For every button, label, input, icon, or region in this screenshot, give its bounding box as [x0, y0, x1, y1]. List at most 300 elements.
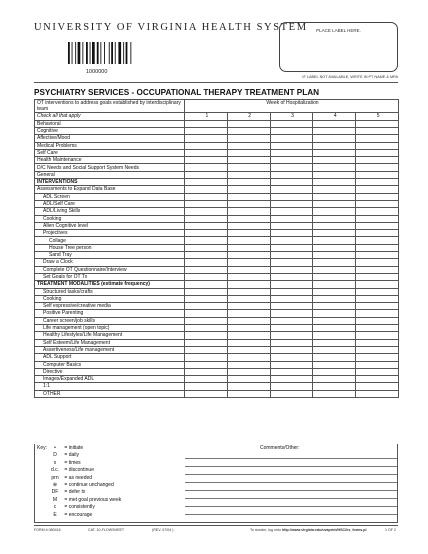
label-box-title: PLACE LABEL HERE.	[316, 28, 361, 33]
week-cell[interactable]	[313, 354, 356, 361]
week-cell[interactable]	[227, 186, 270, 193]
week-cell[interactable]	[185, 368, 228, 375]
row-label: ADL Support	[35, 354, 185, 361]
week-cell[interactable]	[270, 149, 313, 156]
week-cell[interactable]	[356, 295, 399, 302]
week-cell[interactable]	[270, 244, 313, 251]
patient-label-box[interactable]	[279, 22, 398, 72]
legend-symbol: E	[53, 511, 57, 518]
comment-line[interactable]	[185, 482, 397, 483]
week-cell[interactable]	[356, 200, 399, 207]
legend-item	[37, 452, 121, 459]
table-row	[35, 230, 399, 237]
table-row	[35, 193, 399, 200]
row-label: Cognitive	[35, 128, 185, 135]
legend-symbol: x	[53, 459, 57, 466]
week-cell[interactable]	[185, 354, 228, 361]
week-cell[interactable]	[227, 252, 270, 259]
week-cell[interactable]	[185, 157, 228, 164]
week-cell[interactable]	[356, 376, 399, 383]
table-row	[35, 157, 399, 164]
row-label: Directive	[35, 368, 185, 375]
week-cell[interactable]	[356, 193, 399, 200]
form-revision: (REV. 07/04 )	[152, 528, 174, 532]
week-cell[interactable]	[185, 135, 228, 142]
week-cell[interactable]	[227, 142, 270, 149]
week-cell[interactable]	[227, 339, 270, 346]
week-cell[interactable]	[270, 346, 313, 353]
week-cell[interactable]	[227, 208, 270, 215]
week-cell[interactable]	[185, 281, 228, 288]
week-cell[interactable]	[313, 266, 356, 273]
row-label: Cooking	[35, 215, 185, 222]
week-cell[interactable]	[185, 149, 228, 156]
week-cell[interactable]	[185, 244, 228, 251]
comment-line[interactable]	[185, 498, 397, 499]
week-cell[interactable]	[313, 135, 356, 142]
week-cell[interactable]	[356, 208, 399, 215]
week-cell[interactable]	[356, 259, 399, 266]
week-cell[interactable]	[270, 208, 313, 215]
row-label: Self Care	[35, 149, 185, 156]
week-header: Week of Hospitalization	[185, 100, 399, 113]
week-cell[interactable]	[227, 281, 270, 288]
week-cell[interactable]	[185, 332, 228, 339]
week-cell[interactable]	[270, 390, 313, 397]
week-cell[interactable]	[313, 390, 356, 397]
week-cell[interactable]	[270, 259, 313, 266]
week-cell[interactable]	[270, 288, 313, 295]
week-cell[interactable]	[270, 164, 313, 171]
divider-top	[34, 82, 398, 83]
week-cell[interactable]	[313, 325, 356, 332]
table-row	[35, 325, 399, 332]
week-cell[interactable]	[227, 215, 270, 222]
table-row	[35, 135, 399, 142]
legend-key-label: Key:	[37, 445, 48, 451]
week-cell[interactable]	[227, 128, 270, 135]
week-cell[interactable]	[227, 368, 270, 375]
week-cell[interactable]	[185, 273, 228, 280]
table-row	[35, 310, 399, 317]
week-cell[interactable]	[356, 361, 399, 368]
row-label: ADL Screen	[35, 193, 185, 200]
legend-symbol: prn	[51, 474, 59, 481]
week-cell[interactable]	[227, 361, 270, 368]
week-col-4: 4	[313, 113, 356, 120]
week-cell[interactable]	[356, 157, 399, 164]
week-cell[interactable]	[227, 193, 270, 200]
comment-line[interactable]	[185, 458, 397, 459]
week-cell[interactable]	[227, 157, 270, 164]
legend-symbol: •	[54, 445, 56, 451]
week-cell[interactable]	[270, 354, 313, 361]
week-cell[interactable]	[313, 157, 356, 164]
week-cell[interactable]	[356, 244, 399, 251]
table-row	[35, 295, 399, 302]
row-label: Assertiveness/Life management	[35, 346, 185, 353]
week-cell[interactable]	[313, 222, 356, 229]
week-cell[interactable]	[356, 354, 399, 361]
legend-area	[34, 444, 398, 523]
week-cell[interactable]	[185, 252, 228, 259]
week-cell[interactable]	[227, 171, 270, 178]
week-cell[interactable]	[185, 208, 228, 215]
week-cell[interactable]	[356, 135, 399, 142]
row-label: Positive Parenting	[35, 310, 185, 317]
week-cell[interactable]	[356, 310, 399, 317]
week-cell[interactable]	[227, 310, 270, 317]
week-cell[interactable]	[356, 281, 399, 288]
week-cell[interactable]	[185, 376, 228, 383]
legend-meaning: = discontinue	[64, 467, 94, 474]
legend-meaning: = met goal previous week	[64, 496, 122, 503]
week-cell[interactable]	[313, 128, 356, 135]
week-cell[interactable]	[185, 128, 228, 135]
table-row	[35, 383, 399, 390]
week-cell[interactable]	[227, 354, 270, 361]
week-cell[interactable]	[185, 325, 228, 332]
week-cell[interactable]	[270, 222, 313, 229]
week-cell[interactable]	[356, 142, 399, 149]
week-cell[interactable]	[270, 325, 313, 332]
week-cell[interactable]	[356, 164, 399, 171]
table-row	[35, 339, 399, 346]
week-cell[interactable]	[227, 346, 270, 353]
week-cell[interactable]	[227, 317, 270, 324]
form-number: FORM # 080416	[34, 528, 61, 532]
table-row	[35, 186, 399, 193]
row-label: Images/Expanded ADL	[35, 376, 185, 383]
comment-line[interactable]	[185, 466, 397, 467]
week-cell[interactable]	[227, 237, 270, 244]
row-label: Set Goals for OT Tx	[35, 273, 185, 280]
week-cell[interactable]	[270, 157, 313, 164]
week-cell[interactable]	[270, 383, 313, 390]
week-cell[interactable]	[313, 149, 356, 156]
week-cell[interactable]	[185, 120, 228, 127]
table-row	[35, 361, 399, 368]
week-cell[interactable]	[313, 281, 356, 288]
week-cell[interactable]	[270, 332, 313, 339]
legend-item	[37, 467, 121, 474]
comment-line[interactable]	[185, 474, 397, 475]
week-cell[interactable]	[356, 368, 399, 375]
week-cell[interactable]	[356, 230, 399, 237]
legend-meaning: = as needed	[64, 474, 93, 481]
check-all-label: Check all that apply	[35, 113, 185, 120]
row-label: Life management (open topic)	[35, 325, 185, 332]
week-cell[interactable]	[313, 332, 356, 339]
week-cell[interactable]	[227, 200, 270, 207]
week-cell[interactable]	[227, 244, 270, 251]
week-cell[interactable]	[356, 215, 399, 222]
barcode-image	[68, 42, 134, 64]
week-cell[interactable]	[270, 142, 313, 149]
week-cell[interactable]	[313, 142, 356, 149]
week-cell[interactable]	[356, 222, 399, 229]
week-cell[interactable]	[227, 383, 270, 390]
row-label: Computer Basics	[35, 361, 185, 368]
week-cell[interactable]	[270, 237, 313, 244]
table-row	[35, 237, 399, 244]
week-cell[interactable]	[270, 361, 313, 368]
week-cell[interactable]	[227, 273, 270, 280]
week-cell[interactable]	[313, 310, 356, 317]
week-cell[interactable]	[270, 368, 313, 375]
row-label: Medical Problems	[35, 142, 185, 149]
week-cell[interactable]	[270, 200, 313, 207]
week-cell[interactable]	[185, 200, 228, 207]
table-row	[35, 200, 399, 207]
week-cell[interactable]	[356, 237, 399, 244]
week-cell[interactable]	[313, 317, 356, 324]
week-cell[interactable]	[227, 120, 270, 127]
week-cell[interactable]	[313, 237, 356, 244]
row-label: Cooking	[35, 295, 185, 302]
legend-item	[37, 489, 121, 496]
comment-line[interactable]	[185, 506, 397, 507]
week-cell[interactable]	[313, 230, 356, 237]
week-cell[interactable]	[270, 266, 313, 273]
week-cell[interactable]	[185, 346, 228, 353]
week-cell[interactable]	[185, 222, 228, 229]
week-cell[interactable]	[185, 237, 228, 244]
week-cell[interactable]	[185, 230, 228, 237]
week-cell[interactable]	[313, 215, 356, 222]
week-col-5: 5	[356, 113, 399, 120]
row-label: Self Esteem/Life Management	[35, 339, 185, 346]
week-cell[interactable]	[313, 252, 356, 259]
legend-item	[37, 445, 121, 452]
week-cell[interactable]	[270, 120, 313, 127]
week-cell[interactable]	[185, 288, 228, 295]
week-cell[interactable]	[313, 208, 356, 215]
week-cell[interactable]	[356, 390, 399, 397]
week-cell[interactable]	[356, 186, 399, 193]
legend-item	[37, 482, 121, 489]
table-row	[35, 288, 399, 295]
week-cell[interactable]	[313, 368, 356, 375]
week-cell[interactable]	[227, 149, 270, 156]
week-cell[interactable]	[313, 186, 356, 193]
week-cell[interactable]	[227, 259, 270, 266]
comment-line[interactable]	[185, 514, 397, 515]
week-cell[interactable]	[227, 135, 270, 142]
week-cell[interactable]	[185, 164, 228, 171]
week-cell[interactable]	[185, 215, 228, 222]
legend-symbol: d.c.	[50, 467, 60, 474]
week-cell[interactable]	[227, 266, 270, 273]
table-row	[35, 252, 399, 259]
row-label: Healthy Lifestyles/Life Management	[35, 332, 185, 339]
table-row	[35, 259, 399, 266]
week-cell[interactable]	[313, 171, 356, 178]
week-cell[interactable]	[270, 281, 313, 288]
week-cell[interactable]	[313, 288, 356, 295]
week-cell[interactable]	[313, 376, 356, 383]
week-cell[interactable]	[227, 332, 270, 339]
week-cell[interactable]	[356, 171, 399, 178]
week-cell[interactable]	[270, 171, 313, 178]
week-cell[interactable]	[313, 244, 356, 251]
week-cell[interactable]	[270, 230, 313, 237]
form-category: CAT. 10-FLOWSHEET	[88, 528, 125, 532]
week-cell[interactable]	[270, 193, 313, 200]
week-cell[interactable]	[185, 317, 228, 324]
row-label: Sand Tray	[35, 252, 185, 259]
row-label: Assessments to Expand Data Base	[35, 186, 185, 193]
legend-meaning: = daily	[64, 452, 79, 459]
week-cell[interactable]	[185, 186, 228, 193]
legend-symbol: M	[52, 496, 58, 503]
week-cell[interactable]	[185, 259, 228, 266]
table-row	[35, 346, 399, 353]
legend-meaning: = consistently	[64, 504, 95, 511]
week-cell[interactable]	[227, 222, 270, 229]
table-row	[35, 332, 399, 339]
week-cell[interactable]	[227, 390, 270, 397]
row-label: INTERVENTIONS	[35, 179, 185, 186]
week-cell[interactable]	[185, 295, 228, 302]
week-cell[interactable]	[227, 230, 270, 237]
legend-symbol: D	[53, 452, 57, 459]
week-cell[interactable]	[185, 193, 228, 200]
week-cell[interactable]	[185, 266, 228, 273]
week-cell[interactable]	[313, 383, 356, 390]
table-row	[35, 354, 399, 361]
week-cell[interactable]	[227, 295, 270, 302]
week-cell[interactable]	[356, 317, 399, 324]
week-cell[interactable]	[270, 179, 313, 186]
row-label: Projectives	[35, 230, 185, 237]
table-row	[35, 215, 399, 222]
legend-meaning: = initiate	[64, 445, 84, 451]
row-label: Complete OT Questionnaire/Interview	[35, 266, 185, 273]
comment-line[interactable]	[185, 490, 397, 491]
legend-symbol: DF	[51, 489, 59, 496]
week-cell[interactable]	[356, 252, 399, 259]
week-cell[interactable]	[356, 266, 399, 273]
week-cell[interactable]	[227, 179, 270, 186]
week-cell[interactable]	[270, 310, 313, 317]
treatment-plan-table	[34, 99, 399, 398]
divider-bottom	[34, 525, 398, 526]
week-cell[interactable]	[356, 383, 399, 390]
week-cell[interactable]	[270, 215, 313, 222]
week-cell[interactable]	[185, 179, 228, 186]
table-row	[35, 222, 399, 229]
week-cell[interactable]	[356, 339, 399, 346]
week-cell[interactable]	[356, 149, 399, 156]
reorder-text	[250, 528, 367, 532]
week-cell[interactable]	[185, 383, 228, 390]
week-cell[interactable]	[270, 135, 313, 142]
week-cell[interactable]	[313, 164, 356, 171]
week-cell[interactable]	[270, 186, 313, 193]
legend-item	[37, 460, 121, 467]
week-cell[interactable]	[185, 339, 228, 346]
table-row	[35, 303, 399, 310]
week-cell[interactable]	[313, 179, 356, 186]
week-cell[interactable]	[356, 128, 399, 135]
week-cell[interactable]	[227, 303, 270, 310]
reorder-link[interactable]: http://www.virginia.edu/uvaprint/HSC/hs_forms.pl	[281, 528, 367, 532]
table-row	[35, 149, 399, 156]
row-label: Structured tasks/crafts	[35, 288, 185, 295]
week-col-1: 1	[185, 113, 228, 120]
row-label: ADL/Self Care	[35, 200, 185, 207]
week-cell[interactable]	[185, 142, 228, 149]
week-cell[interactable]	[185, 171, 228, 178]
week-cell[interactable]	[313, 339, 356, 346]
page-title: PSYCHIATRY SERVICES - OCCUPATIONAL THERAPY TREATMENT PLAN	[34, 88, 320, 97]
week-cell[interactable]	[227, 288, 270, 295]
week-cell[interactable]	[185, 303, 228, 310]
week-cell[interactable]	[227, 325, 270, 332]
week-cell[interactable]	[313, 193, 356, 200]
table-row	[35, 244, 399, 251]
legend-meaning: = encourage	[64, 511, 93, 518]
week-cell[interactable]	[270, 295, 313, 302]
legend-meaning: = defer tx	[64, 489, 86, 496]
comments-label: Comments/Other:	[260, 445, 300, 451]
row-label: OTHER	[35, 390, 185, 397]
week-cell[interactable]	[313, 361, 356, 368]
week-cell[interactable]	[270, 252, 313, 259]
legend-item	[37, 512, 121, 519]
week-cell[interactable]	[356, 303, 399, 310]
week-cell[interactable]	[270, 303, 313, 310]
table-row	[35, 171, 399, 178]
week-cell[interactable]	[356, 120, 399, 127]
row-label: House Tree person	[35, 244, 185, 251]
week-cell[interactable]	[270, 317, 313, 324]
week-cell[interactable]	[270, 128, 313, 135]
week-cell[interactable]	[313, 303, 356, 310]
week-cell[interactable]	[270, 339, 313, 346]
row-label: General	[35, 171, 185, 178]
week-cell[interactable]	[227, 376, 270, 383]
week-cell[interactable]	[185, 361, 228, 368]
week-cell[interactable]	[313, 200, 356, 207]
week-cell[interactable]	[270, 273, 313, 280]
legend-symbol: ⊕	[52, 482, 58, 489]
week-cell[interactable]	[356, 325, 399, 332]
week-cell[interactable]	[270, 376, 313, 383]
week-cell[interactable]	[313, 120, 356, 127]
week-cell[interactable]	[356, 288, 399, 295]
row-label: Self expressive/creative media	[35, 303, 185, 310]
week-col-2: 2	[227, 113, 270, 120]
week-cell[interactable]	[313, 295, 356, 302]
interventions-header: OT interventions to address goals established by interdisciplinary team	[35, 100, 185, 113]
legend-symbol: c	[53, 504, 57, 511]
week-cell[interactable]	[313, 273, 356, 280]
week-cell[interactable]	[356, 346, 399, 353]
week-cell[interactable]	[227, 164, 270, 171]
week-cell[interactable]	[313, 259, 356, 266]
week-cell[interactable]	[185, 310, 228, 317]
row-label: Affective/Mood	[35, 135, 185, 142]
week-cell[interactable]	[313, 346, 356, 353]
week-cell[interactable]	[356, 179, 399, 186]
legend-meaning: = times	[64, 459, 81, 466]
week-cell[interactable]	[356, 332, 399, 339]
week-cell[interactable]	[185, 390, 228, 397]
week-cell[interactable]	[356, 273, 399, 280]
row-label: Collage	[35, 237, 185, 244]
